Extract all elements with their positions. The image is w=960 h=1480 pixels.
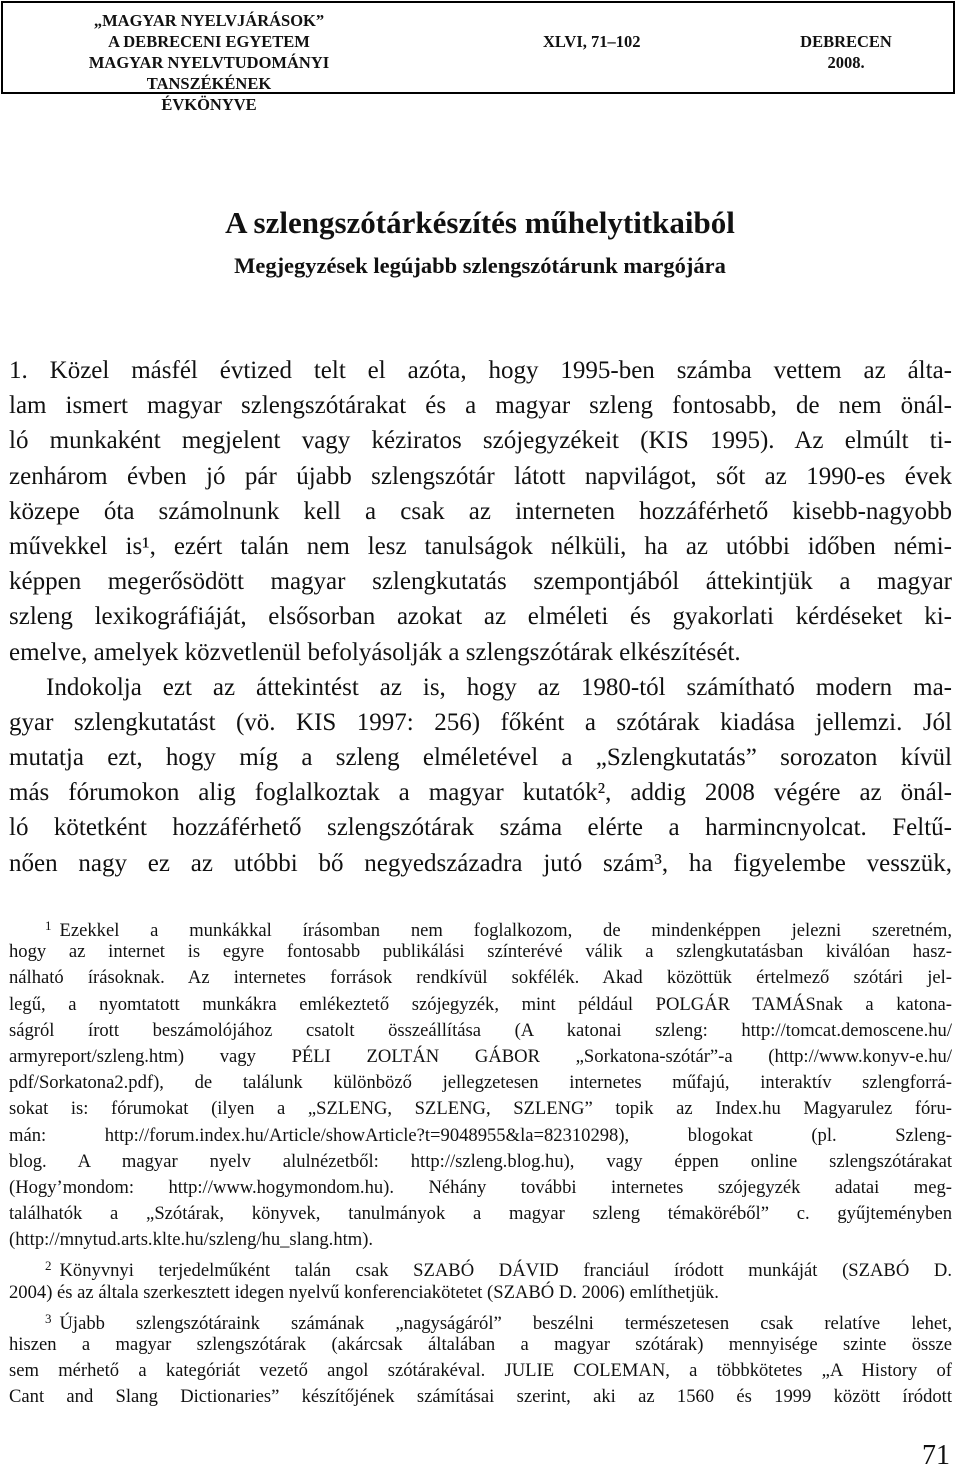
body-line: képpen megerősödött magyar szlengkutatás szempontjából áttekintjük a magyar: [9, 568, 952, 596]
journal-header: [1, 1, 955, 114]
body-line: lam ismert magyar szlengszótárakat és a magyar szleng fontosabb, de nem önál-: [9, 392, 952, 420]
journal-name: [39, 10, 379, 115]
footnote-line: hiszen a magyar szlengszótárak (akárcsak általában a magyar szótárak) mennyisége szinte össze: [9, 1334, 952, 1355]
body-line: mutatja ezt, hogy míg a szleng elméletével a „Szlengkutatás” sorozaton kívül: [9, 744, 952, 772]
footnote-line: legű, a nyomtatott munkákra emlékeztető szójegyzék, mint például POLGÁR TAMÁSnak a katona-: [9, 993, 952, 1015]
journal-line: MAGYAR NYELVTUDOMÁNYI TANSZÉKÉNEK: [88, 53, 330, 93]
body-line: emelve, amelyek közvetlenül befolyásolják a szlengszótárak elkészítését.: [9, 638, 741, 666]
footnote-line: blog. A magyar nyelv alulnézetből: http://szleng.blog.hu), vagy éppen online szlengszótárakat: [9, 1150, 952, 1172]
place-year: [791, 31, 901, 73]
page-number: 71: [922, 1440, 950, 1471]
footnote-line: $^1$ Ezekkel a munkákkal írásomban nem foglalkozom, de mindenképpen jelezni szeretném,: [45, 918, 952, 941]
footnote-line: pdf/Sorkatona2.pdf), de találunk különböző jellegzetesen internetes műfajú, interaktív szlengforrá-: [9, 1072, 952, 1094]
year: 2008.: [827, 53, 865, 72]
footnote-line: ságról írott beszámolójához csatolt összeállítása (A katonai szleng: http://tomcat.demoscene.hu/: [9, 1019, 952, 1041]
footnote-line: nálható írásoknak. Az internetes források rendkívül sokfélék. Akad közöttük értelmező szótári jel-: [9, 967, 952, 989]
volume-pages: XLVI, 71–102: [543, 32, 641, 51]
footnote-line: sokat is: fórumokat (ilyen a „SZLENG, SZLENG, SZLENG” topik az Index.hu Magyarulez fóru-: [9, 1098, 952, 1120]
footnote-number: 2: [45, 1258, 52, 1274]
footnote-line: $^2$ Könyvnyi terjedelműként talán csak SZABÓ DÁVID franciául íródott munkáját (SZABÓ D.: [45, 1258, 952, 1282]
body-line: 1. Közel másfél évtized telt el azóta, hogy 1995-ben számba vettem az álta-: [9, 357, 952, 384]
body-line: zenhárom évben jó pár újabb szlengszótár látott napvilágot, sőt az 1990-es évek: [9, 462, 952, 490]
body-line: ló kötetként hozzáférhető szlengszótárak száma elérte a harmincnyolcat. Feltű-: [9, 814, 952, 842]
footnotes: [9, 913, 952, 1411]
footnote-line: (Hogy’mondom: http://www.hogymondom.hu). Néhány további internetes szójegyzék adatai meg-: [9, 1176, 952, 1198]
body-line: nően nagy ez az utóbbi bő negyedszázadra jutó szám³, ha figyelembe vesszük,: [9, 849, 952, 877]
footnote-line: $^3$ Újabb szlengszótáraink számának „nagyságáról” beszélni természetesen csak relatíve lehet,: [45, 1310, 952, 1334]
footnote-number: 1: [45, 918, 52, 933]
footnote-line: találhatók a „Szótárak, könyvek, tanulmányok a magyar szleng témaköréből” c. gyűjteményben: [9, 1203, 952, 1225]
footnote-line: sem mérhető a kategóriát vezető angol szótárakéval. JULIE COLEMAN, a többkötetes „A History of: [9, 1360, 952, 1382]
journal-line: A DEBRECENI EGYETEM: [108, 32, 310, 51]
footnote-line: mán: http://forum.index.hu/Article/showArticle?t=9048955&la=82310298), blogokat (pl. Szleng-: [9, 1124, 952, 1146]
footnote-line: (http://mnytud.arts.klte.hu/szleng/hu_slang.htm).: [9, 1229, 374, 1251]
footnote-line: hogy az internet is egyre fontosabb publikálási színterévé válik a szlengkutatásban kiválóan hasz-: [9, 941, 952, 963]
body-line: gyar szlengkutatást (vö. KIS 1997: 256) főként a szótárak kiadása jellemzi. Jól: [9, 708, 952, 736]
article-title: A szlengszótárkészítés műhelytitkaiból: [225, 205, 735, 240]
body-line: más fórumokon alig foglalkoztak a magyar kutatók², addig 2008 végére az önál-: [9, 779, 952, 807]
footnote-number: 3: [45, 1310, 52, 1326]
journal-line: „MAGYAR NYELVJÁRÁSOK”: [93, 11, 325, 30]
body-line: Indokolja ezt az áttekintést az is, hogy az 1980-tól számítható modern ma-: [46, 673, 952, 701]
footnote-line: armyreport/szleng.htm) vagy PÉLI ZOLTÁN GÁBOR „Sorkatona-szótár”-a (http://www.konyv-e.hu/: [9, 1045, 952, 1067]
body-line: közepe óta számolnunk kell a csak az interneten hozzáférhető kisebb-nagyobb: [9, 497, 952, 525]
body-line: művekkel is¹, ezért talán nem lesz tanulságok nélküli, ha az utóbbi időben némi-: [9, 532, 952, 560]
body-line: szleng lexikográfiáját, elsősorban azokat az elméleti és gyakorlati kérdéseket ki-: [9, 603, 952, 631]
body-line: ló munkaként megjelent vagy kéziratos szójegyzékeit (KIS 1995). Az elmúlt ti-: [9, 427, 952, 455]
journal-line: ÉVKÖNYVE: [161, 95, 257, 114]
article-subtitle: Megjegyzések legújabb szlengszótárunk margójára: [234, 253, 726, 278]
footnote-line: Cant and Slang Dictionaries” készítőjének számításai szerint, aki az 1560 és 1999 között íródott: [9, 1386, 952, 1408]
body-text: [9, 353, 952, 881]
footnote-line: 2004) és az általa szerkesztett idegen nyelvű konferenciakötetet (SZABÓ D. 2006) említhetjük.: [9, 1281, 719, 1303]
place: DEBRECEN: [800, 32, 892, 51]
